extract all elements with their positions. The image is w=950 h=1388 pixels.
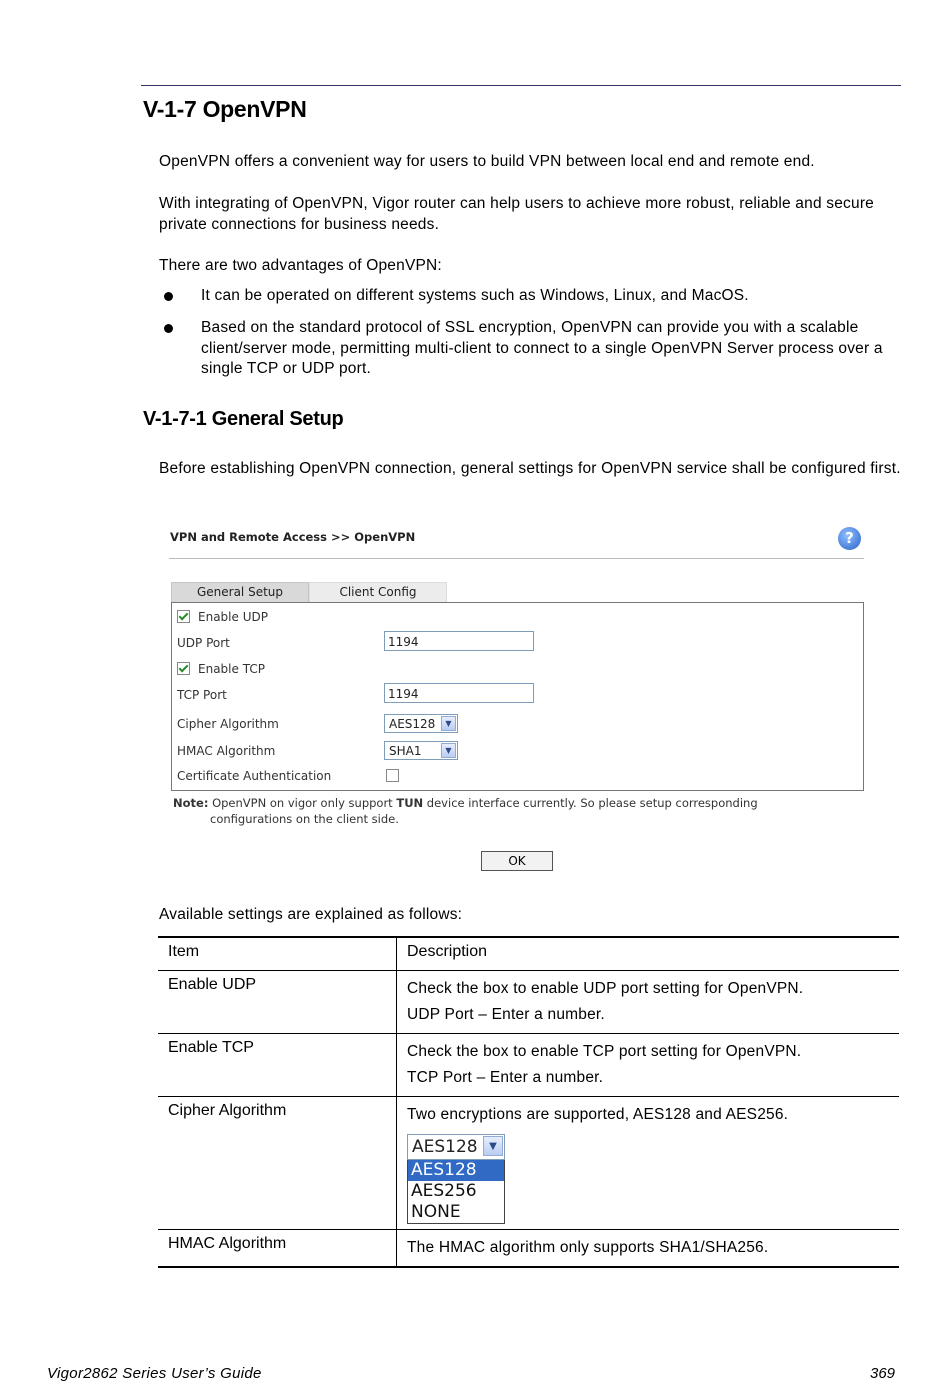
field-name: UDP Port bbox=[407, 1006, 474, 1023]
bullet-text: Based on the standard protocol of SSL encryption, OpenVPN can provide you with a scalable client/server mode, permitting multi-client to connect to a single OpenVPN Server process over a single TCP or UDP port. bbox=[201, 319, 883, 377]
chevron-down-icon: ▼ bbox=[483, 1136, 503, 1156]
bullet-dot-icon bbox=[164, 292, 173, 301]
dropdown-option[interactable]: AES128 bbox=[408, 1160, 504, 1181]
breadcrumb: VPN and Remote Access >> OpenVPN bbox=[170, 530, 416, 544]
hmac-algorithm-value: SHA1 bbox=[389, 744, 422, 758]
bullet-text: It can be operated on different systems such as Windows, Linux, and MacOS. bbox=[201, 287, 749, 304]
description-line: Check the box to enable TCP port setting for OpenVPN. bbox=[407, 1043, 802, 1060]
enable-udp-checkbox[interactable] bbox=[177, 610, 190, 623]
udp-port-label: UDP Port bbox=[177, 636, 230, 650]
subsection-title: V-1-7-1 General Setup bbox=[143, 408, 344, 430]
header-description: Description bbox=[397, 937, 900, 971]
dropdown-option[interactable]: NONE bbox=[411, 1202, 461, 1222]
description-cell bbox=[397, 1097, 900, 1230]
udp-port-input[interactable]: 1194 bbox=[384, 631, 534, 651]
certificate-authentication-label: Certificate Authentication bbox=[177, 769, 332, 783]
cipher-dropdown-illustration bbox=[407, 1134, 505, 1224]
cipher-dropdown-list bbox=[407, 1160, 505, 1224]
intro-paragraph-1: OpenVPN offers a convenient way for users to build VPN between local end and remote end. bbox=[159, 153, 815, 170]
footer-page-number: 369 bbox=[870, 1365, 896, 1382]
enable-udp-label: Enable UDP bbox=[198, 610, 268, 624]
chevron-down-icon: ▼ bbox=[441, 716, 456, 731]
description-line bbox=[407, 1065, 889, 1091]
chevron-down-icon: ▼ bbox=[441, 743, 456, 758]
settings-table bbox=[158, 936, 899, 1268]
note-line1-b: device interface currently. So please setup corresponding bbox=[423, 796, 758, 810]
table-row bbox=[158, 1097, 899, 1230]
enable-udp-row bbox=[177, 610, 268, 624]
table-row bbox=[158, 971, 899, 1034]
note-prefix: Note: bbox=[173, 796, 209, 810]
tcp-port-label: TCP Port bbox=[177, 688, 227, 702]
tcp-port-input[interactable]: 1194 bbox=[384, 683, 534, 703]
enable-tcp-row bbox=[177, 662, 265, 676]
item-cell: Enable TCP bbox=[158, 1034, 397, 1097]
field-name: TCP Port bbox=[407, 1069, 473, 1086]
tab-client-config[interactable]: Client Config bbox=[309, 582, 447, 602]
header-item: Item bbox=[158, 937, 397, 971]
dropdown-option[interactable]: AES256 bbox=[411, 1181, 477, 1201]
field-desc: – Enter a number. bbox=[472, 1069, 604, 1086]
hmac-algorithm-select[interactable] bbox=[384, 741, 458, 760]
enable-tcp-label: Enable TCP bbox=[198, 662, 265, 676]
note-line1-a: OpenVPN on vigor only support bbox=[208, 796, 397, 810]
certificate-authentication-checkbox[interactable] bbox=[386, 769, 399, 782]
description-line: Check the box to enable UDP port setting for OpenVPN. bbox=[407, 980, 804, 997]
tab-general-setup[interactable]: General Setup bbox=[171, 582, 309, 602]
hmac-algorithm-label: HMAC Algorithm bbox=[177, 744, 276, 758]
cipher-algorithm-value: AES128 bbox=[389, 717, 436, 731]
ok-button[interactable]: OK bbox=[481, 851, 553, 871]
field-desc: – Enter a number. bbox=[473, 1006, 605, 1023]
cipher-algorithm-label: Cipher Algorithm bbox=[177, 717, 279, 731]
help-icon[interactable]: ? bbox=[838, 527, 861, 550]
note-bold: TUN bbox=[396, 796, 424, 810]
section-title: V-1-7 OpenVPN bbox=[143, 96, 307, 122]
description-line: Two encryptions are supported, AES128 and AES256. bbox=[407, 1106, 789, 1123]
note-text bbox=[173, 795, 758, 827]
description-cell bbox=[397, 1034, 900, 1097]
openvpn-general-setup-screenshot bbox=[165, 520, 870, 880]
bullet-item bbox=[159, 318, 901, 380]
description-cell bbox=[397, 971, 900, 1034]
item-cell: HMAC Algorithm bbox=[158, 1230, 397, 1268]
sub-intro-paragraph: Before establishing OpenVPN connection, general settings for OpenVPN service shall be configured first. bbox=[159, 460, 901, 477]
intro-paragraph-3: There are two advantages of OpenVPN: bbox=[159, 257, 442, 274]
intro-paragraph-2: With integrating of OpenVPN, Vigor router can help users to achieve more robust, reliable and secure private connections for business needs. bbox=[159, 195, 875, 233]
table-header-row bbox=[158, 937, 899, 971]
bullet-item bbox=[159, 286, 901, 307]
footer-guide-title: Vigor2862 Series User’s Guide bbox=[47, 1365, 262, 1382]
cipher-algorithm-select[interactable] bbox=[384, 714, 458, 733]
table-row bbox=[158, 1034, 899, 1097]
item-cell: Cipher Algorithm bbox=[158, 1097, 397, 1230]
description-line bbox=[407, 1002, 889, 1028]
note-line2: configurations on the client side. bbox=[210, 812, 399, 826]
table-row bbox=[158, 1230, 899, 1268]
description-cell bbox=[397, 1230, 900, 1268]
settings-panel bbox=[171, 602, 864, 791]
description-line: The HMAC algorithm only supports SHA1/SHA256. bbox=[407, 1239, 769, 1256]
top-rule bbox=[141, 85, 901, 86]
available-settings-text: Available settings are explained as follows: bbox=[159, 906, 463, 923]
cipher-dropdown-selected: AES128 bbox=[412, 1137, 478, 1157]
enable-tcp-checkbox[interactable] bbox=[177, 662, 190, 675]
cipher-dropdown-head[interactable] bbox=[407, 1134, 505, 1160]
header-divider bbox=[169, 558, 864, 559]
bullet-dot-icon bbox=[164, 324, 173, 333]
item-cell: Enable UDP bbox=[158, 971, 397, 1034]
